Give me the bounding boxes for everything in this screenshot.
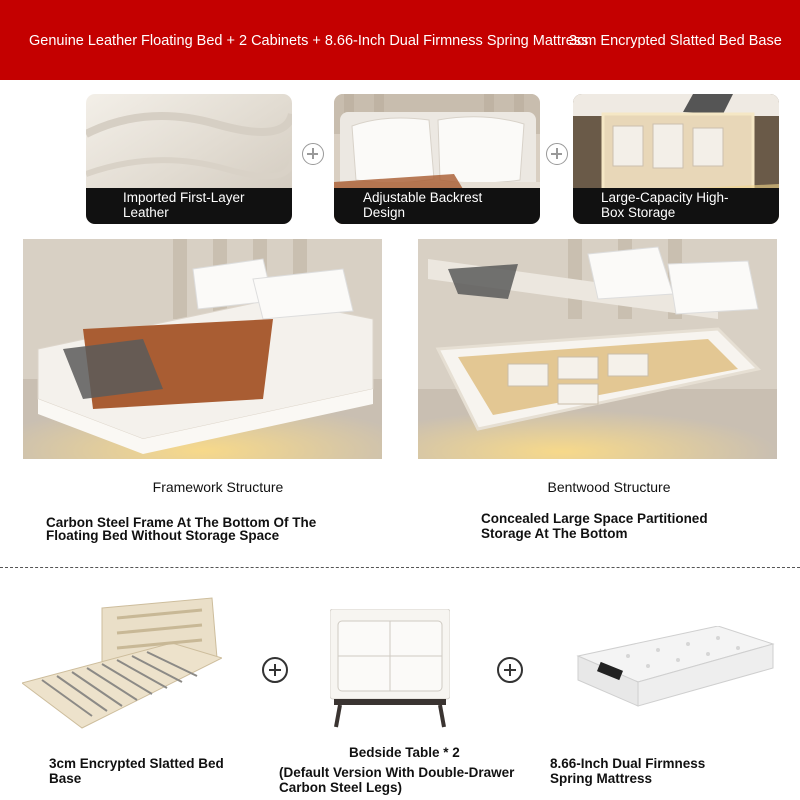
feature-card-leather: [86, 94, 292, 224]
bedside-table-label: Bedside Table * 2: [349, 745, 460, 760]
floating-bed-image: [23, 239, 382, 459]
bedside-table-sublabel: (Default Version With Double-Drawer Carbon Steel Legs): [279, 765, 515, 795]
bentwood-structure-photo: [418, 239, 777, 459]
bed-base-icon: [22, 588, 222, 733]
feature-caption-text: Large-Capacity High-Box Storage: [601, 190, 729, 220]
slatted-bed-base-label: 3cm Encrypted Slatted Bed Base: [49, 756, 224, 786]
section-divider: [0, 567, 800, 568]
plus-icon: [302, 143, 324, 165]
banner-title-overlap: 3cm Encrypted Slatted Bed Base: [569, 33, 782, 49]
plus-icon: [497, 657, 523, 683]
feature-caption: [573, 188, 779, 224]
plus-icon: [546, 143, 568, 165]
framework-structure-title: Framework Structure: [152, 479, 284, 495]
feature-caption-text: Imported First-Layer Leather: [123, 190, 245, 220]
slatted-bed-base-image: [22, 588, 222, 738]
spring-mattress-label: 8.66-Inch Dual Firmness Spring Mattress: [550, 756, 706, 786]
banner-title: Genuine Leather Floating Bed + 2 Cabinets + 8.66-Inch Dual Firmness Spring Mattress: [29, 33, 589, 49]
bedside-table-image: [330, 609, 450, 734]
top-banner: [0, 0, 800, 80]
bedside-table-icon: [330, 609, 450, 729]
feature-card-storage: [573, 94, 779, 224]
plus-icon: [262, 657, 288, 683]
feature-card-backrest: [334, 94, 540, 224]
feature-caption-text: Adjustable Backrest Design: [363, 190, 483, 220]
bentwood-structure-title: Bentwood Structure: [547, 479, 671, 495]
bentwood-structure-description: Concealed Large Space Partitioned Storage At The Bottom: [481, 511, 708, 541]
framework-structure-photo: [23, 239, 382, 459]
framework-structure-description: Carbon Steel Frame At The Bottom Of The Floating Bed Without Storage Space: [46, 515, 317, 543]
spring-mattress-image: [568, 626, 776, 715]
feature-caption: [86, 188, 292, 224]
feature-caption: [334, 188, 540, 224]
storage-bed-image: [418, 239, 777, 459]
mattress-icon: [568, 626, 776, 710]
